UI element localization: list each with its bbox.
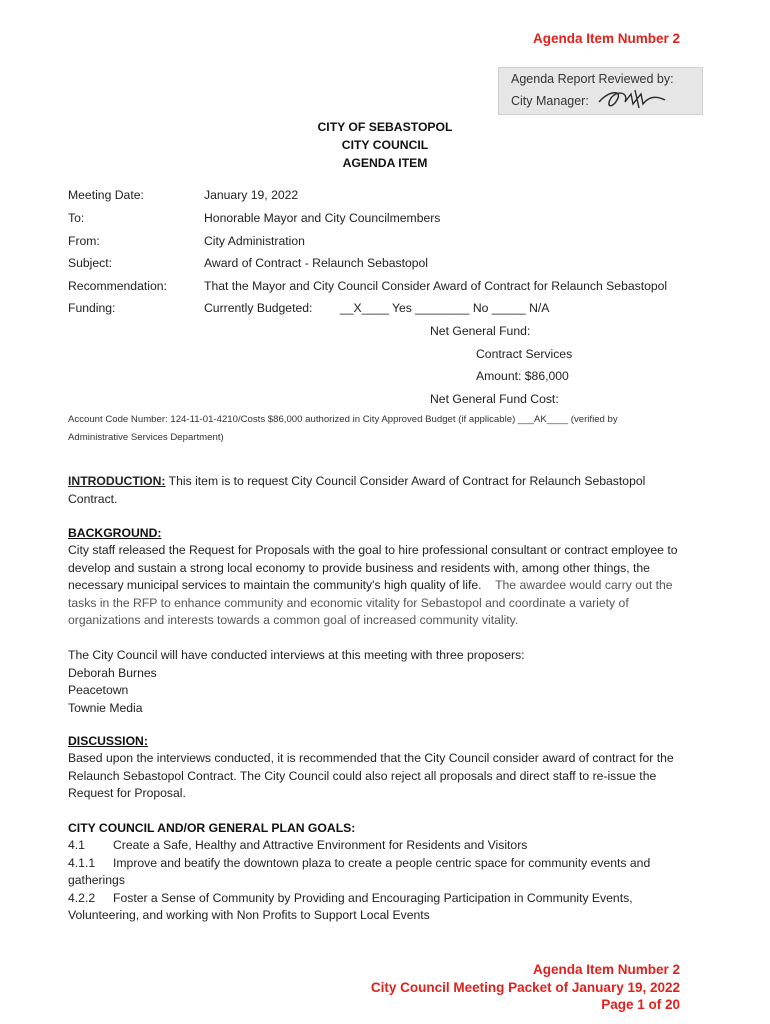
- introduction-text-cont: Contract.: [68, 491, 118, 506]
- goal-text: Create a Safe, Healthy and Attractive Environment for Residents and Visitors: [113, 838, 528, 852]
- title-council: CITY COUNCIL: [341, 138, 429, 152]
- footer-page-number: Page 1 of 20: [601, 997, 680, 1012]
- introduction-heading: INTRODUCTION:: [68, 474, 166, 488]
- discussion-line: Based upon the interviews conducted, it is recommended that the City Council consider award of contract for the: [68, 751, 674, 765]
- goals-section: [68, 837, 708, 925]
- background-line: necessary municipal services to maintain the community's high quality of life.: [68, 578, 482, 592]
- background-section: [68, 542, 708, 630]
- contract-services: Contract Services: [476, 347, 573, 361]
- discussion-line: Relaunch Sebastopol Contract. The City Council could also reject all proposals and direct staff to re-issue the: [68, 768, 657, 783]
- stamp-city-manager-label: City Manager:: [511, 94, 589, 108]
- agenda-item-header: Agenda Item Number 2: [532, 31, 680, 46]
- goal-number: 4.2.2: [68, 890, 96, 905]
- account-code-line2: Administrative Services Department): [68, 432, 224, 443]
- net-general-fund-cost: Net General Fund Cost:: [430, 392, 559, 406]
- title-agenda-item: AGENDA ITEM: [342, 156, 428, 170]
- recommendation-value: That the Mayor and City Council Consider Award of Contract for Relaunch Sebastopol: [204, 279, 668, 293]
- goal-number: 4.1.1: [68, 855, 96, 870]
- discussion-line: Request for Proposal.: [68, 786, 186, 800]
- goal-text: Volunteering, and working with Non Profits to Support Local Events: [68, 908, 430, 922]
- footer-meeting-packet: City Council Meeting Packet of January 19, 2022: [370, 980, 680, 995]
- proposer-item: Peacetown: [68, 683, 129, 697]
- goal-text: Improve and beatify the downtown plaza to create a people centric space for community events and: [113, 855, 651, 870]
- net-general-fund: Net General Fund:: [430, 324, 531, 338]
- from-label: From:: [68, 234, 100, 248]
- recommendation-label: Recommendation:: [68, 279, 167, 293]
- from-value: City Administration: [204, 234, 305, 248]
- to-label: To:: [68, 211, 85, 225]
- goal-text: gatherings: [68, 873, 125, 887]
- signature-icon: [595, 86, 675, 112]
- background-heading: BACKGROUND:: [68, 526, 162, 540]
- amount: Amount: $86,000: [476, 369, 569, 383]
- background-line: City staff released the Request for Proposals with the goal to hire professional consultant or contract employee to: [68, 543, 678, 557]
- goal-number: 4.1: [68, 838, 85, 852]
- footer-agenda-item: Agenda Item Number 2: [532, 962, 680, 977]
- subject-label: Subject:: [68, 256, 113, 270]
- proposer-item: Deborah Burnes: [68, 665, 157, 680]
- account-code-line1: Account Code Number: 124-11-01-4210/Costs $86,000 authorized in City Approved Budget (if applicable) ___AK____ (verified by: [68, 414, 618, 425]
- background-line: organizations and interests towards a common goal of increased community vitality.: [68, 613, 519, 627]
- proposer-item: Townie Media: [68, 700, 143, 715]
- introduction-section: [68, 473, 708, 508]
- funding-value: Currently Budgeted:: [204, 301, 313, 315]
- discussion-heading: DISCUSSION:: [68, 734, 148, 748]
- interviews-section: [68, 647, 708, 717]
- funding-label: Funding:: [68, 301, 116, 315]
- funding-options: __X____ Yes ________ No _____ N/A: [340, 301, 550, 315]
- review-stamp: [498, 67, 703, 115]
- subject-value: Award of Contract - Relaunch Sebastopol: [204, 256, 429, 270]
- stamp-reviewed-label: Agenda Report Reviewed by:: [511, 72, 674, 86]
- title-city: CITY OF SEBASTOPOL: [317, 120, 453, 134]
- goals-heading: CITY COUNCIL AND/OR GENERAL PLAN GOALS:: [68, 821, 356, 835]
- introduction-text: This item is to request City Council Consider Award of Contract for Relaunch Sebastopol: [165, 474, 646, 488]
- background-line: develop and sustain a strong local economy to provide business and residents with, among other things, the: [68, 560, 650, 575]
- goal-text: Foster a Sense of Community by Providing and Encouraging Participation in Community Events,: [113, 890, 633, 905]
- meeting-date-value: January 19, 2022: [204, 188, 299, 202]
- discussion-section: [68, 750, 708, 803]
- background-line: tasks in the RFP to enhance community and economic vitality for Sebastopol and coordinate a variety of: [68, 595, 629, 610]
- background-line-tail: The awardee would carry out the: [495, 578, 673, 592]
- to-value: Honorable Mayor and City Councilmembers: [204, 211, 441, 225]
- meeting-date-label: Meeting Date:: [68, 188, 144, 202]
- interviews-text: The City Council will have conducted interviews at this meeting with three proposers:: [68, 648, 525, 662]
